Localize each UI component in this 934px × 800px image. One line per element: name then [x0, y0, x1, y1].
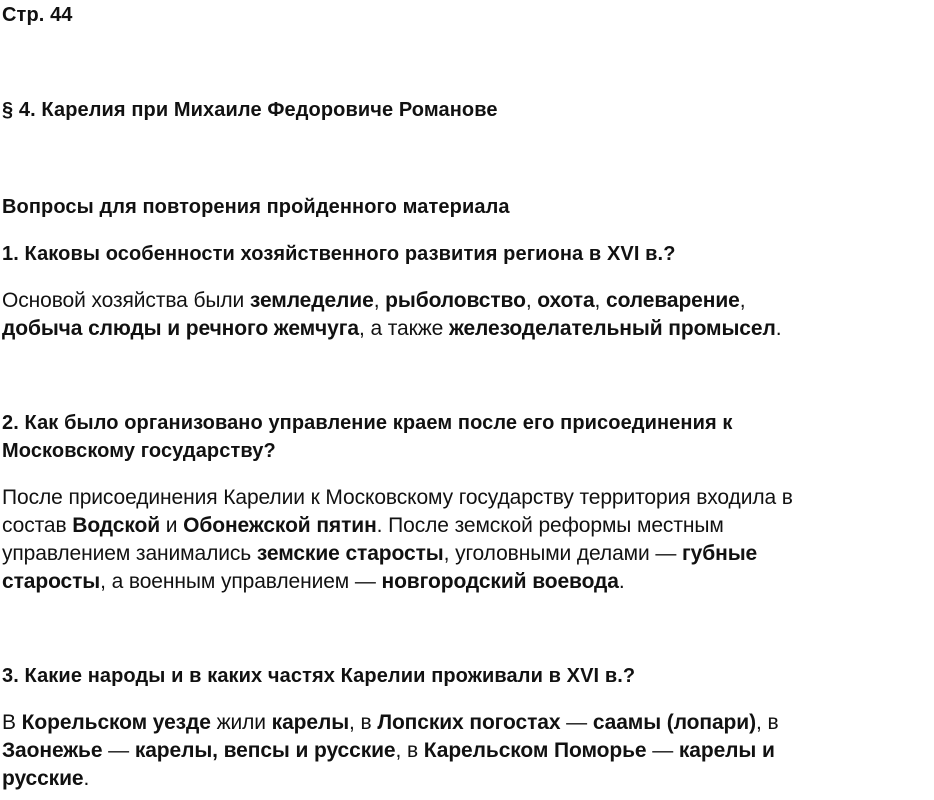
- answer-text: , уголовными делами —: [443, 542, 683, 565]
- answer-term: губные: [682, 542, 758, 565]
- answer-term: карелы: [271, 711, 350, 734]
- answer-text: управлением занимались: [2, 542, 257, 565]
- answer-3-line-2: [2, 739, 775, 763]
- answer-term: земские старосты: [256, 542, 444, 565]
- answer-text: —: [646, 739, 679, 762]
- answer-text: , а военным управлением —: [100, 570, 382, 593]
- answer-text: ,: [594, 289, 607, 312]
- answer-text: .: [775, 317, 782, 340]
- answer-text: жили: [210, 711, 272, 734]
- question-1: 1. Каковы особенности хозяйственного развития региона в XVI в.?: [2, 243, 676, 265]
- answer-term: старосты: [2, 570, 101, 593]
- question-3: 3. Какие народы и в каких частях Карелии проживали в XVI в.?: [2, 665, 636, 687]
- answer-text: .: [83, 767, 90, 790]
- answer-term: Обонежской пятин: [183, 514, 377, 537]
- answer-3-line-3: [2, 767, 89, 791]
- answer-text: —: [102, 739, 135, 762]
- answer-term: охота: [537, 289, 595, 312]
- answer-text: .: [618, 570, 625, 593]
- page-label: Стр. 44: [2, 4, 73, 26]
- answer-term: карелы и: [678, 739, 775, 762]
- answer-term: Корельском уезде: [21, 711, 211, 734]
- answer-text: —: [560, 711, 593, 734]
- answer-term: добыча слюды и речного жемчуга: [2, 317, 359, 340]
- answer-term: рыболовство: [385, 289, 526, 312]
- answer-2-line-1: После присоединения Карелии к Московскому государству территория входила в: [2, 486, 793, 509]
- section-title: § 4. Карелия при Михаиле Федоровиче Романове: [2, 99, 498, 121]
- answer-term: солеварение: [606, 289, 740, 312]
- answer-term: земледелие: [249, 289, 374, 312]
- answer-text: , а также: [358, 317, 449, 340]
- answer-3-line-1: [2, 711, 779, 735]
- answer-term: Заонежье: [2, 739, 103, 762]
- answer-text: , в: [395, 739, 424, 762]
- answer-term: Карельском Поморье: [423, 739, 647, 762]
- answer-term: Лопских погостах: [377, 711, 561, 734]
- answer-text: ,: [525, 289, 538, 312]
- answer-term: Водской: [72, 514, 161, 537]
- answer-text: Основой хозяйства были: [2, 289, 250, 312]
- answer-1-line-2: [2, 317, 781, 341]
- answer-text: . После земской реформы местным: [376, 514, 724, 537]
- answer-term: карелы, вепсы и русские: [134, 739, 396, 762]
- answer-2-line-4: [2, 570, 625, 594]
- answer-term: русские: [2, 767, 84, 790]
- answer-text: ,: [739, 289, 746, 312]
- question-2-line-1: 2. Как было организовано управление краем после его присоединения к: [2, 412, 733, 434]
- question-2-line-2: Московскому государству?: [2, 440, 276, 462]
- answer-text: ,: [373, 289, 386, 312]
- answer-text: , в: [349, 711, 378, 734]
- answer-term: железоделательный промысел: [448, 317, 776, 340]
- answer-text: состав: [2, 514, 73, 537]
- questions-subtitle: Вопросы для повторения пройденного материала: [2, 196, 510, 218]
- answer-2-line-3: [2, 542, 757, 566]
- answer-2-line-2: [2, 514, 724, 538]
- answer-term: новгородский воевода: [381, 570, 619, 593]
- answer-text: , в: [756, 711, 779, 734]
- answer-text: В: [2, 711, 22, 734]
- answer-term: саамы (лопари): [592, 711, 756, 734]
- answer-1-line-1: [2, 289, 745, 313]
- answer-text: и: [160, 514, 184, 537]
